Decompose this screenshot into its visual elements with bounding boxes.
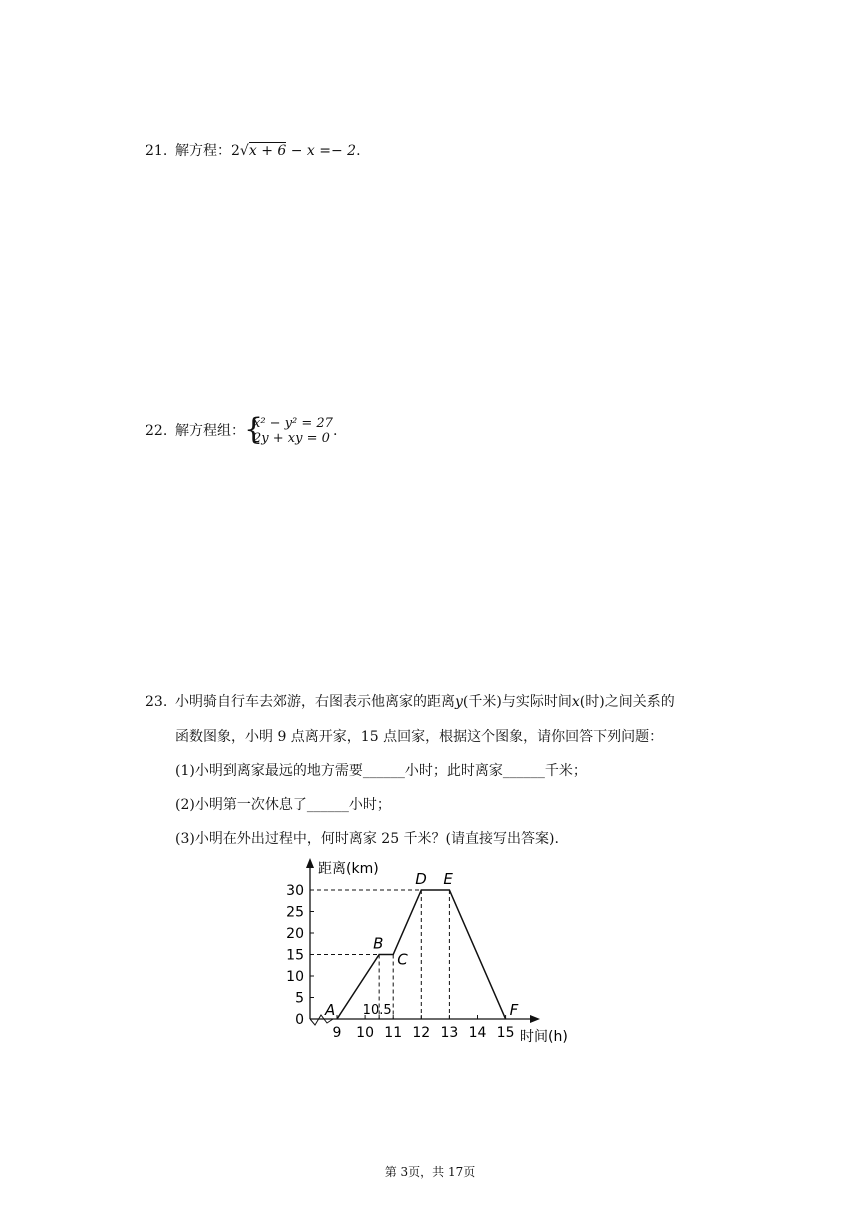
question-22: 22. 解方程组： { x² − y² = 27 2y + xy = 0 . [145,412,338,447]
x-tick-label: 9 [332,1025,342,1041]
question-label: 解方程： [175,143,231,159]
x-tick-label: 11 [384,1025,403,1041]
point-label-d: D [415,870,427,888]
x-tick-label: 13 [440,1025,459,1041]
question-23-sub-2: (2)小明第一次休息了______小时； [175,797,391,813]
question-23-sub-3: (3)小明在外出过程中，何时离家 25 千米？(请直接写出答案). [175,831,559,847]
point-label-c: C [397,950,408,969]
question-23-sub-1: (1)小明到离家最远的地方需要______小时；此时离家______千米； [175,763,587,779]
x-axis-arrow [530,1015,540,1023]
x-tick-label: 10 [356,1025,375,1041]
point-label-f: F [509,1001,519,1019]
equation-system: { x² − y² = 27 2y + xy = 0 [244,412,333,447]
question-label: 解方程组： [175,423,245,439]
equation-1: x² − y² = 27 [253,416,333,431]
x-tick-label: 15 [496,1025,515,1041]
point-label-a: A [325,1001,336,1019]
y-tick-label: 30 [286,883,304,899]
x-axis-label: 时间(h) [520,1029,568,1045]
point-label-e: E [443,870,453,888]
equation: 2√x + 6 − x =− 2 [231,143,357,159]
question-number: 23. [145,694,168,710]
y-axis-arrow [306,858,314,868]
y-tick-label: 25 [286,904,304,921]
distance-series-line [337,890,506,1019]
y-axis-label: 距离(km) [318,861,379,877]
page-footer: 第 3页，共 17页 [384,1165,476,1179]
y-tick-label: 0 [295,1012,304,1028]
point-label-b: B [373,934,384,953]
axis-break-mark [310,1015,333,1025]
x-tick-label: 12 [412,1025,431,1041]
y-tick-label: 5 [295,990,304,1007]
question-21: 21. 解方程：2√x + 6 − x =− 2. [145,143,361,159]
y-tick-label: 20 [286,926,304,942]
question-23-line-1: 23. 小明骑自行车去郊游，右图表示他离家的距离y(千米)与实际时间x(时)之间关系的 [145,694,675,710]
x-tick-label: 10.5 [362,1003,392,1018]
y-tick-label: 15 [286,947,304,964]
y-tick-label: 10 [286,969,304,985]
x-tick-label: 14 [468,1025,487,1041]
question-23-line-2: 函数图象，小明 9 点离开家，15 点回家，根据这个图象，请你回答下列问题： [175,729,664,745]
equation-2: 2y + xy = 0 [253,431,330,446]
question-number: 22. [145,423,168,439]
question-number: 21. [145,143,168,159]
